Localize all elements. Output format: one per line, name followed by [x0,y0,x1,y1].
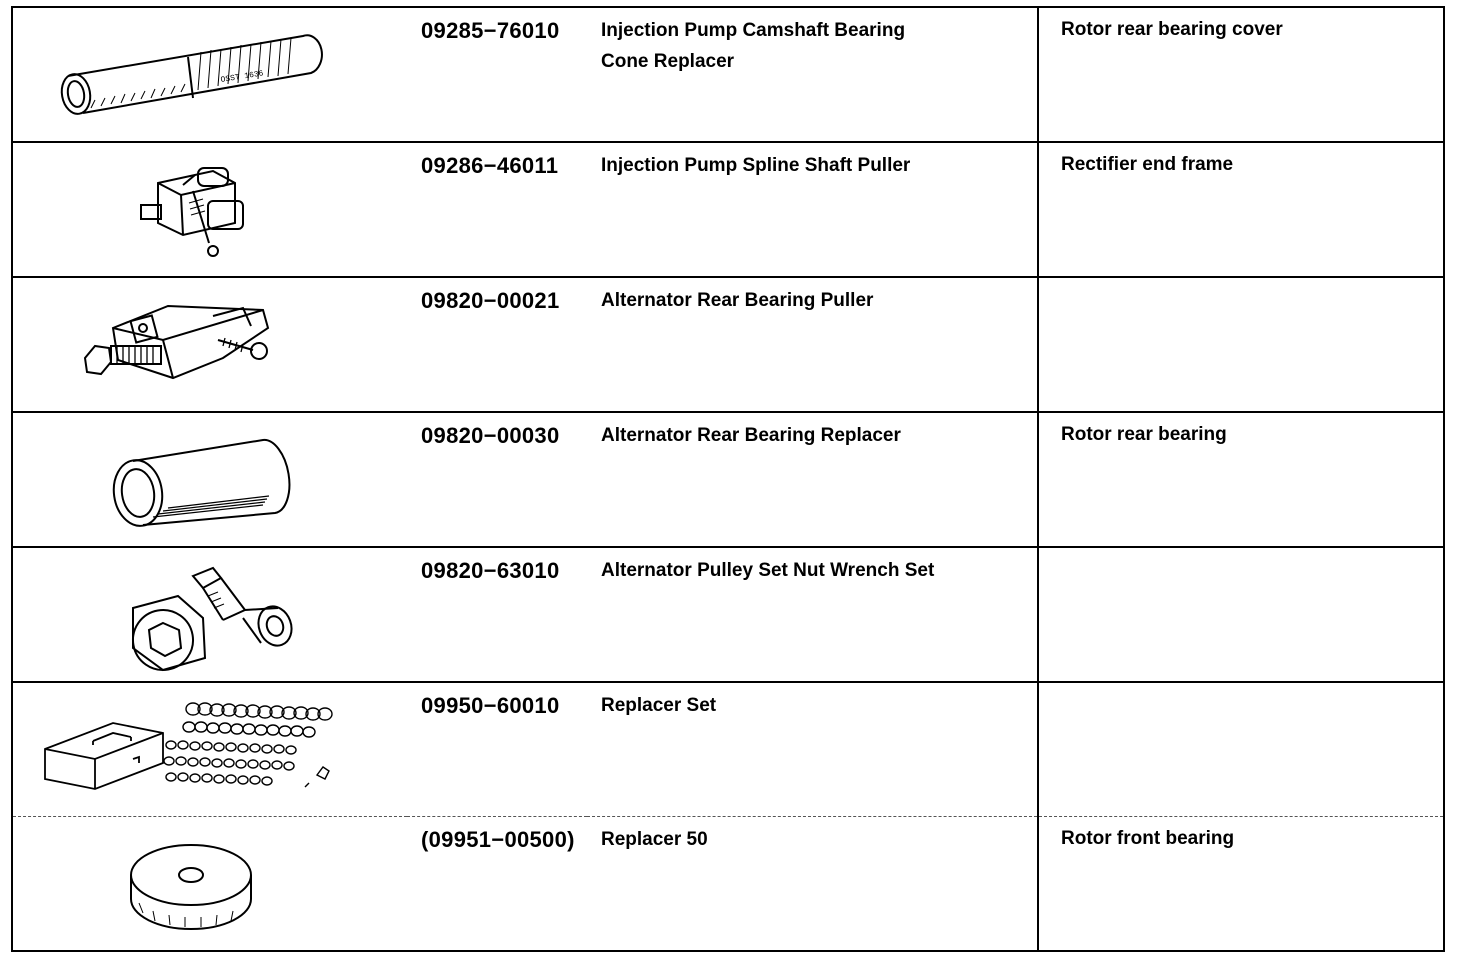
tool-use: Rotor rear bearing cover [1061,19,1283,40]
table-row [12,547,1444,682]
tool-illustration-cell [12,547,407,682]
tool-illustration-cell [12,142,407,277]
part-number: (09951−00500) [421,827,575,852]
part-number: 09820−63010 [421,558,560,583]
tool-use: Rotor rear bearing [1061,424,1227,445]
svg-text:OSST 1636: OSST 1636 [220,69,265,85]
tool-use [1039,548,1443,559]
part-number: 09286−46011 [421,153,559,178]
special-service-tools-table [11,6,1445,952]
tool-use [1039,278,1443,289]
part-number: 09950−60010 [421,693,560,718]
table-row [12,142,1444,277]
table-row [12,7,1444,142]
cylinder-replacer-icon [13,413,408,546]
tool-use: Rotor front bearing [1061,828,1235,849]
tool-illustration-cell [12,412,407,547]
tool-name: Alternator Rear Bearing Puller [601,290,874,311]
tool-name: Alternator Pulley Set Nut Wrench Set [601,560,935,581]
tool-use: Rectifier end frame [1061,154,1234,175]
replacer-disc-icon [13,817,408,950]
tube-replacer-icon [13,8,408,141]
tool-use [1039,683,1443,694]
part-number: 09820−00021 [421,288,560,313]
spline-puller-icon [13,143,408,276]
tool-illustration-cell [12,7,407,142]
tool-illustration-cell [12,682,407,817]
table-row [12,412,1444,547]
part-number: 09285−76010 [421,18,560,43]
part-number: 09820−00030 [421,423,560,448]
tool-name: Injection Pump Camshaft Bearing Cone Replacer [601,20,906,72]
tool-illustration-cell [12,277,407,412]
table-row [12,817,1444,952]
replacer-set-case-icon [13,683,408,816]
bearing-puller-icon [13,278,408,411]
tool-name: Injection Pump Spline Shaft Puller [601,155,911,176]
tool-name: Alternator Rear Bearing Replacer [601,425,901,446]
tool-name: Replacer Set [601,695,717,716]
tool-name: Replacer 50 [601,829,708,850]
tool-illustration-cell [12,817,407,952]
table-row [12,277,1444,412]
wrench-set-icon [13,548,408,681]
table-row [12,682,1444,817]
